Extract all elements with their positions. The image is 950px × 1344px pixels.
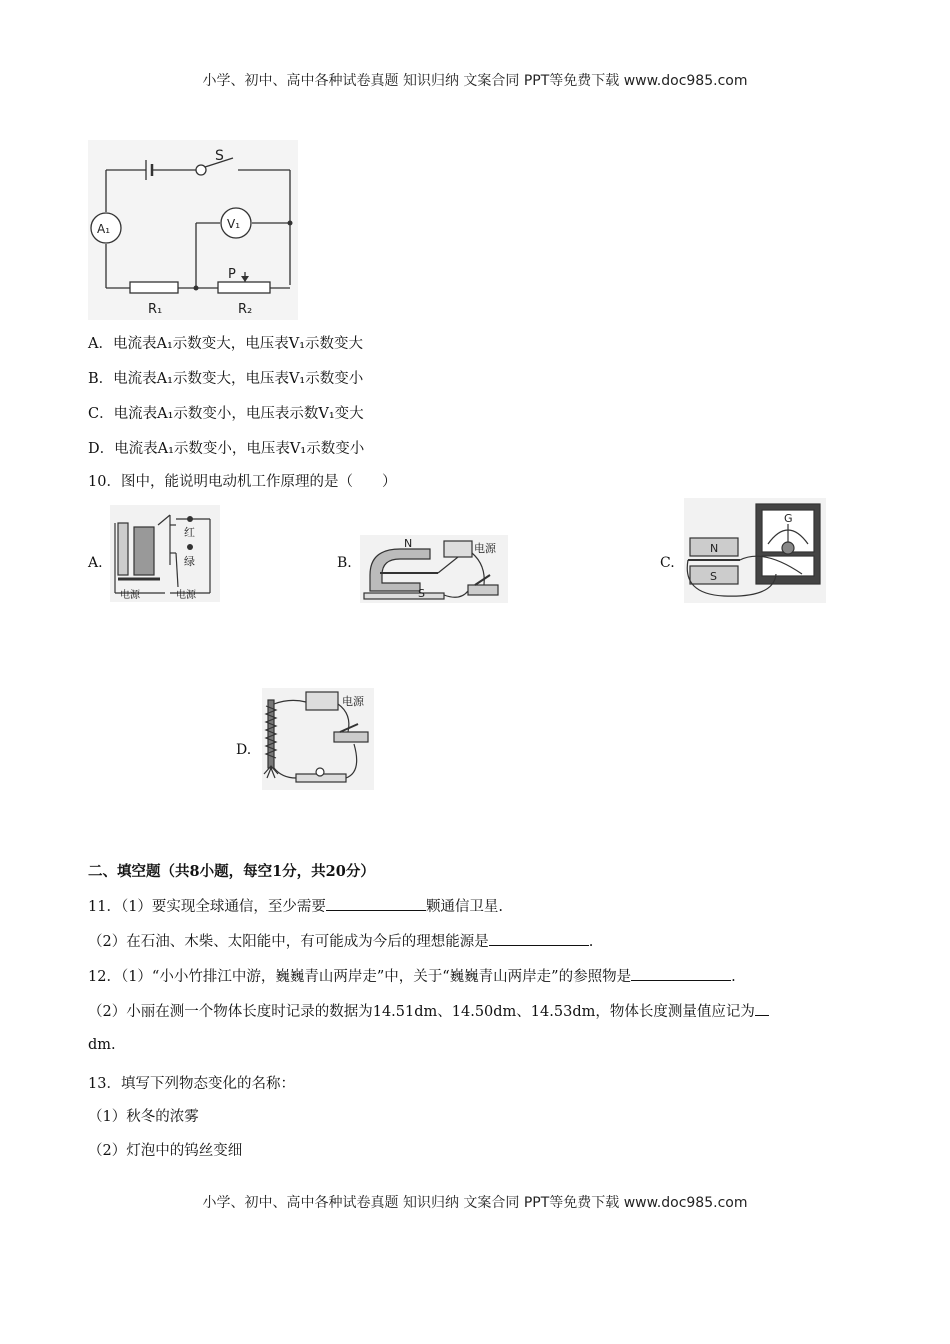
north-pole-label: N <box>404 537 413 550</box>
power-label-1: 电源 <box>120 590 140 601</box>
q9-option-a: A．电流表A₁示数变大，电压表V₁示数变大 <box>88 336 364 352</box>
south-pole-label: S <box>710 570 717 583</box>
voltmeter-label: V₁ <box>227 217 241 231</box>
q11-part2-text: （2）在石油、木柴、太阳能中，有可能成为今后的理想能源是 <box>88 934 489 950</box>
north-pole-label: N <box>710 542 719 555</box>
red-lamp-label: 红 <box>184 526 195 539</box>
q9-option-d: D．电流表A₁示数变小，电压表V₁示数变小 <box>88 441 365 457</box>
green-lamp-label: 绿 <box>184 555 195 568</box>
galvanometer-label: G <box>784 512 793 525</box>
q12-part1-tail: . <box>731 969 736 985</box>
q11-part2 <box>88 930 593 951</box>
power-label: 电源 <box>474 542 496 555</box>
answer-blank[interactable] <box>631 966 731 981</box>
q10-label-d: D. <box>236 742 252 758</box>
power-label: 电源 <box>342 695 364 708</box>
answer-blank[interactable] <box>326 896 426 911</box>
q11-part1-text: 11．（1）要实现全球通信，至少需要 <box>88 899 326 915</box>
r2-label: R₂ <box>238 302 253 317</box>
r1-label: R₁ <box>148 302 163 317</box>
q13-item2: （2）灯泡中的钨丝变细 <box>88 1143 243 1159</box>
south-pole-label: S <box>418 587 425 600</box>
q12-part1-text: 12．（1）“小小竹排江中游，巍巍青山两岸走”中，关于“巍巍青山两岸走”的参照物是 <box>88 969 632 985</box>
q12-unit: dm. <box>88 1037 116 1053</box>
q11-part2-tail: . <box>588 934 594 950</box>
figure-d-electromagnet <box>262 688 374 790</box>
figure-a-electromagnetic-relay <box>110 505 220 602</box>
power-label-2: 电源 <box>176 590 196 601</box>
q12-part2 <box>88 1000 769 1021</box>
circuit-diagram <box>88 140 298 320</box>
q10-stem: 10．图中，能说明电动机工作原理的是（ ） <box>88 474 397 490</box>
q13-stem: 13．填写下列物态变化的名称： <box>88 1076 295 1092</box>
switch-label: S <box>215 148 224 164</box>
figure-b-current-in-magnetic-field <box>360 535 508 603</box>
q11-part1 <box>88 895 503 916</box>
q12-part1 <box>88 965 736 986</box>
q10-label-b: B. <box>337 555 352 571</box>
q9-option-b: B．电流表A₁示数变大，电压表V₁示数变小 <box>88 371 364 387</box>
answer-blank[interactable] <box>755 1001 769 1016</box>
slider-label: P <box>228 267 236 282</box>
q13-item1: （1）秋冬的浓雾 <box>88 1109 199 1125</box>
ammeter-label: A₁ <box>97 222 111 236</box>
answer-blank[interactable] <box>489 931 589 946</box>
section2-title: 二、填空题（共8小题，每空1分，共20分） <box>88 863 375 880</box>
q11-part1-tail: 颗通信卫星. <box>425 899 504 915</box>
q10-label-a: A. <box>88 555 103 571</box>
q12-part2-text: （2）小丽在测一个物体长度时记录的数据为14.51dm、14.50dm、14.53dm，物体长度测量值应记为 <box>88 1004 755 1020</box>
figure-c-galvanometer-induction <box>684 498 826 603</box>
page-footer: 小学、初中、高中各种试卷真题 知识归纳 文案合同 PPT等免费下载 www.doc985.com <box>202 1195 748 1211</box>
q10-label-c: C. <box>660 555 675 571</box>
page-header: 小学、初中、高中各种试卷真题 知识归纳 文案合同 PPT等免费下载 www.doc985.com <box>202 73 748 89</box>
q9-option-c: C．电流表A₁示数变小，电压表示数V₁变大 <box>88 406 364 422</box>
